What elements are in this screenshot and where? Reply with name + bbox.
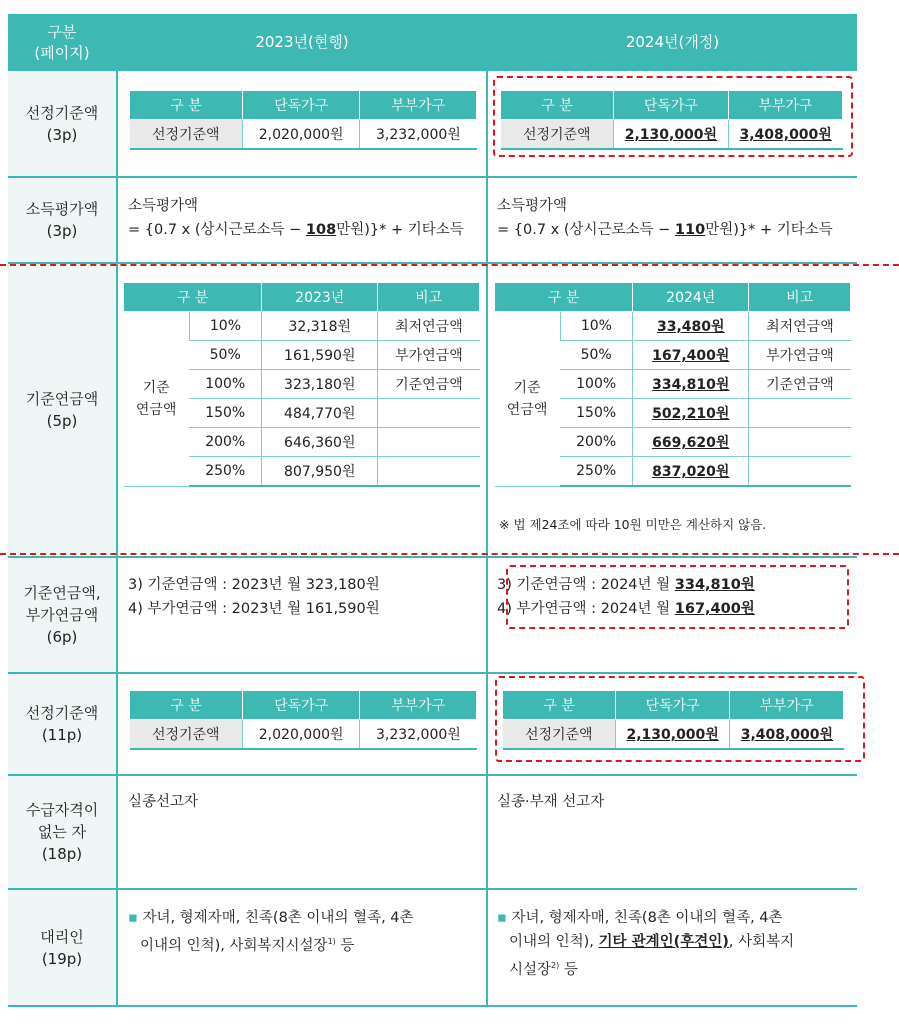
header-col-2023: 2023년(현행) bbox=[118, 14, 486, 71]
row-label-base-pension: 기준연금액 (5p) bbox=[8, 264, 116, 556]
pct-cell: 10% bbox=[560, 312, 632, 341]
th-category: 구 분 bbox=[501, 91, 614, 120]
th-couple: 부부가구 bbox=[360, 91, 477, 120]
value-cell: 807,950원 bbox=[262, 457, 378, 487]
value-single: 2,130,000원 bbox=[614, 120, 729, 150]
th-single: 단독가구 bbox=[243, 691, 360, 720]
income-eval-2024 bbox=[497, 194, 833, 242]
note-cell bbox=[378, 457, 480, 487]
base-pension-line: 3) 기준연금액 : 2024년 월 334,810원 bbox=[497, 577, 755, 593]
bullet-icon: ▪ bbox=[497, 910, 507, 926]
note-cell bbox=[749, 457, 851, 487]
divider-col2 bbox=[486, 14, 488, 1006]
th-note: 비고 bbox=[378, 283, 480, 312]
th-single: 단독가구 bbox=[243, 91, 360, 120]
divider-row3 bbox=[8, 556, 857, 558]
agent-2023 bbox=[128, 906, 414, 958]
note-cell bbox=[749, 428, 851, 457]
value-cell: 646,360원 bbox=[262, 428, 378, 457]
th-couple: 부부가구 bbox=[730, 691, 844, 720]
th-single: 단독가구 bbox=[614, 91, 729, 120]
value-cell: 32,318원 bbox=[262, 312, 378, 341]
pct-cell: 200% bbox=[189, 428, 262, 457]
th-year: 2023년 bbox=[262, 283, 378, 312]
value-cell: 669,620원 bbox=[633, 428, 749, 457]
income-eval-title: 소득평가액 bbox=[497, 198, 568, 214]
row-label-base-add-pension: 기준연금액, 부가연금액 (6p) bbox=[8, 558, 116, 672]
pct-cell: 10% bbox=[189, 312, 262, 341]
pension-table-2023 bbox=[123, 282, 480, 487]
th-category: 구 분 bbox=[495, 283, 633, 312]
highlight-box bbox=[506, 565, 849, 629]
income-eval-formula: = {0.7 x (상시근로소득 − 108만원)}* + 기타소득 bbox=[128, 222, 464, 238]
agent-line-2: 이내의 인척), 사회복지시설장$^{1)}$ 등 bbox=[140, 937, 355, 954]
bullet-icon: ▪ bbox=[128, 910, 138, 926]
pension-table-2024 bbox=[494, 282, 851, 487]
value-single: 2,130,000원 bbox=[616, 720, 730, 750]
pct-cell: 250% bbox=[189, 457, 262, 487]
row-label-cell: 선정기준액 bbox=[503, 720, 616, 750]
add-pension-line: 4) 부가연금액 : 2024년 월 167,400원 bbox=[497, 601, 755, 617]
row-label-ineligible: 수급자격이 없는 자 (18p) bbox=[8, 776, 116, 888]
divider-col1 bbox=[116, 14, 118, 1006]
highlight-box bbox=[495, 676, 865, 762]
pct-cell: 50% bbox=[189, 341, 262, 370]
pct-cell: 50% bbox=[560, 341, 632, 370]
th-note: 비고 bbox=[749, 283, 851, 312]
header-col-2024: 2024년(개정) bbox=[488, 14, 857, 71]
threshold-table-2023 bbox=[129, 90, 477, 150]
pension-lines-2023 bbox=[128, 573, 380, 621]
th-category: 구 분 bbox=[130, 91, 243, 120]
value-cell: 484,770원 bbox=[262, 399, 378, 428]
side-label: 기준 연금액 bbox=[495, 312, 561, 487]
value-single: 2,020,000원 bbox=[243, 120, 360, 150]
note-cell: 기준연금액 bbox=[749, 370, 851, 399]
th-couple: 부부가구 bbox=[360, 691, 477, 720]
note-cell: 기준연금액 bbox=[378, 370, 480, 399]
value-cell: 323,180원 bbox=[262, 370, 378, 399]
th-category: 구 분 bbox=[124, 283, 262, 312]
value-cell: 33,480원 bbox=[633, 312, 749, 341]
agent-line-3: 시설장$^{2)}$ 등 bbox=[509, 961, 578, 978]
pct-cell: 250% bbox=[560, 457, 632, 487]
value-single: 2,020,000원 bbox=[243, 720, 360, 750]
threshold-table-2023-11p bbox=[129, 690, 477, 750]
pct-cell: 150% bbox=[189, 399, 262, 428]
value-cell: 161,590원 bbox=[262, 341, 378, 370]
income-eval-formula: = {0.7 x (상시근로소득 − 110만원)}* + 기타소득 bbox=[497, 222, 833, 238]
th-year: 2024년 bbox=[633, 283, 749, 312]
note-cell: 최저연금액 bbox=[749, 312, 851, 341]
divider-row5 bbox=[8, 774, 857, 776]
base-pension-line: 3) 기준연금액 : 2023년 월 323,180원 bbox=[128, 577, 380, 593]
pct-cell: 150% bbox=[560, 399, 632, 428]
value-couple: 3,408,000원 bbox=[728, 120, 842, 150]
th-category: 구 분 bbox=[503, 691, 616, 720]
th-single: 단독가구 bbox=[616, 691, 730, 720]
ineligible-2024: 실종·부재 선고자 bbox=[497, 794, 605, 810]
agent-2024 bbox=[497, 906, 794, 982]
income-eval-title: 소득평가액 bbox=[128, 198, 199, 214]
value-cell: 837,020원 bbox=[633, 457, 749, 487]
highlight-box bbox=[493, 76, 853, 157]
row-label-agent: 대리인 (19p) bbox=[8, 890, 116, 1006]
value-couple: 3,408,000원 bbox=[730, 720, 844, 750]
note-cell: 부가연금액 bbox=[378, 341, 480, 370]
value-cell: 502,210원 bbox=[633, 399, 749, 428]
pension-footnote: ※ 법 제24조에 따라 10원 미만은 계산하지 않음. bbox=[499, 517, 767, 532]
pct-cell: 100% bbox=[560, 370, 632, 399]
ineligible-2023: 실종선고자 bbox=[128, 794, 199, 810]
note-cell: 최저연금액 bbox=[378, 312, 480, 341]
value-couple: 3,232,000원 bbox=[360, 720, 477, 750]
side-label: 기준 연금액 bbox=[124, 312, 190, 487]
divider-row4 bbox=[8, 672, 857, 674]
agent-line-1: ▪ 자녀, 형제자매, 친족(8촌 이내의 혈족, 4촌 bbox=[497, 910, 783, 926]
section-dashed-line bbox=[0, 553, 899, 555]
row-label-cell: 선정기준액 bbox=[130, 120, 243, 150]
row-label-income-eval: 소득평가액 (3p) bbox=[8, 178, 116, 262]
value-cell: 334,810원 bbox=[633, 370, 749, 399]
divider-row1 bbox=[8, 176, 857, 178]
divider-row6 bbox=[8, 888, 857, 890]
section-dashed-line bbox=[0, 264, 899, 266]
note-cell bbox=[378, 428, 480, 457]
note-cell: 부가연금액 bbox=[749, 341, 851, 370]
th-category: 구 분 bbox=[130, 691, 243, 720]
th-couple: 부부가구 bbox=[728, 91, 842, 120]
header-col-category: 구분 (페이지) bbox=[8, 14, 116, 71]
add-pension-line: 4) 부가연금액 : 2023년 월 161,590원 bbox=[128, 601, 380, 617]
income-eval-2023 bbox=[128, 194, 464, 242]
value-couple: 3,232,000원 bbox=[360, 120, 477, 150]
note-cell bbox=[749, 399, 851, 428]
agent-line-1: ▪ 자녀, 형제자매, 친족(8촌 이내의 혈족, 4촌 bbox=[128, 910, 414, 926]
row-label-threshold-11p: 선정기준액 (11p) bbox=[8, 674, 116, 774]
row-label-threshold-3p: 선정기준액 (3p) bbox=[8, 72, 116, 176]
agent-line-2: 이내의 인척), 기타 관계인(후견인), 사회복지 bbox=[509, 934, 795, 950]
note-cell bbox=[378, 399, 480, 428]
divider-bottom bbox=[8, 1005, 857, 1007]
value-cell: 167,400원 bbox=[633, 341, 749, 370]
row-label-cell: 선정기준액 bbox=[130, 720, 243, 750]
row-label-cell: 선정기준액 bbox=[501, 120, 614, 150]
pct-cell: 200% bbox=[560, 428, 632, 457]
pct-cell: 100% bbox=[189, 370, 262, 399]
